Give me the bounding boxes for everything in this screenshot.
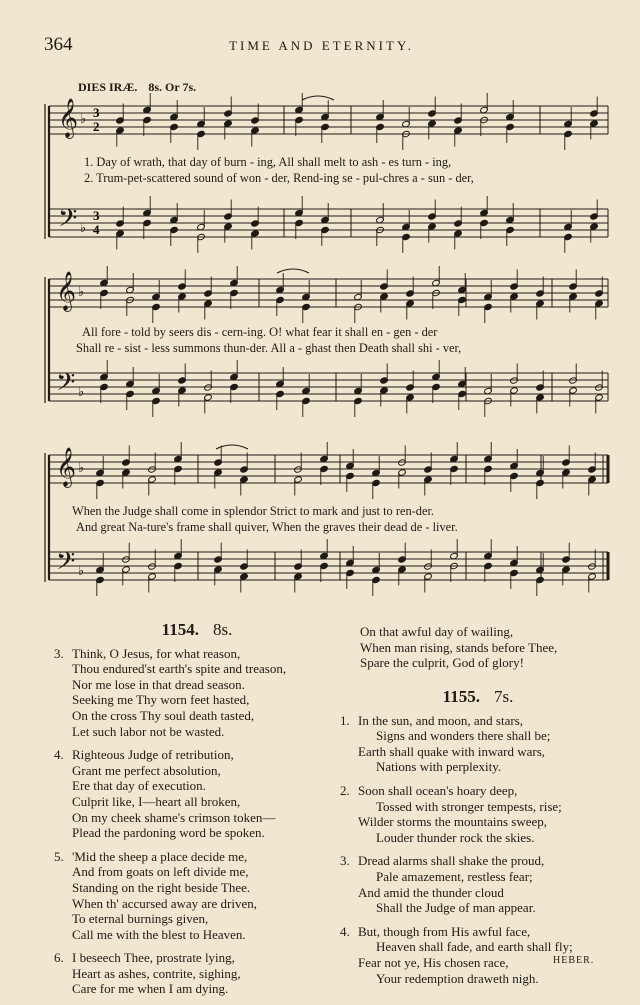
system-2-verse-2: Shall re - sist - less summons thun-der. All a - ghast then Death shall shi - ver, [76,341,462,355]
stanza-6 [54,950,342,997]
stanza-3 [54,645,342,740]
hymn-1155-title [348,689,608,705]
hymn-1154-title [52,622,342,638]
verse-line: Plead the pardoning word be spoken. [72,825,265,841]
verse-line: Ere that day of execution. [72,778,206,794]
treble-clef-icon: 𝄞 [56,271,77,311]
stanza-number: 2. [340,782,350,798]
flat-icon: ♭ [78,564,85,579]
stanza-number: 6. [54,950,64,966]
verse-line: Spare the culprit, God of glory! [360,655,524,671]
time-sig-bass-top: 3 [93,208,100,223]
stanza-5 [54,848,342,943]
verse-line: Soon shall ocean's hoary deep, [358,782,518,798]
verse-line: Louder thunder rock the skies. [376,829,535,845]
flat-icon: ♭ [80,112,87,127]
hymn-1154 [54,620,342,1005]
flat-icon: ♭ [80,221,87,236]
treble-clef-icon: 𝄞 [56,447,77,487]
bass-clef-icon: 𝄢 [56,547,76,582]
verse-line: Fear not ye, His chosen race, [358,954,509,970]
verse-line: Let such labor not be wasted. [72,723,225,739]
verse-line: Think, O Jesus, for what reason, [72,645,241,661]
stanza-3 [340,853,608,916]
verse-line: I beseech Thee, prostrate lying, [72,950,235,966]
bass-clef-icon: 𝄢 [56,368,76,403]
verse-line: On that awful day of wailing, [360,624,514,639]
stanza-number: 3. [54,645,64,661]
stanza-4 [54,747,342,841]
slur [277,269,309,273]
verse-line: Grant me perfect absolution, [72,762,221,778]
verse-line: When man rising, stands before Thee, [360,639,558,655]
bass-clef-icon: 𝄢 [58,204,78,239]
verse-line: Nations with perplexity. [376,759,502,775]
verse-line: In the sun, and moon, and stars, [358,712,524,728]
slur [302,96,334,100]
stanza-number: 5. [54,848,64,864]
time-sig-bass-bottom: 4 [93,222,100,237]
system-2-verse-1: All fore - told by seers dis - cern-ing. O! what fear it shall en - gen - der [82,325,438,339]
verse-line: Thou endured'st earth's spite and treason, [72,661,287,677]
flat-icon: ♭ [78,285,85,300]
time-sig-treble-bottom: 2 [93,119,100,134]
system-1-verse-2: 2. Trum-pet-scattered sound of won - der, Rend-ing se - pul-chres a - sun - der, [84,171,474,185]
verse-line: Tossed with stronger tempests, rise; [376,798,562,814]
verse-line: On the cross Thy soul death tasted, [72,707,255,723]
verse-line: And from goats on left divide me, [72,864,249,880]
stanza-1 [340,712,608,775]
hymn-1154-number: 1154. [161,620,199,639]
running-head: TIME AND ETERNITY. [229,38,414,53]
verse-line: 'Mid the sheep a place decide me, [72,848,248,864]
treble-clef-icon: 𝄞 [58,98,79,138]
hymn-author: HEBER. [553,955,595,966]
hymn-1154-meter: 8s. [212,620,233,639]
tune-meter: 8s. Or 7s. [148,80,197,94]
system-3-verse-1: When the Judge shall come in splendor Strict to mark and just to ren-der. [72,504,434,518]
verse-line: Nor me lose in that dread season. [72,676,245,692]
stanza-number: 3. [340,853,350,869]
stanza-number: 4. [340,923,350,939]
verse-line: Heart as ashes, contrite, sighing, [72,965,241,981]
time-sig-treble-top: 3 [93,105,100,120]
stanza-2 [340,782,608,845]
tune-name: DIES IRÆ. [78,80,138,94]
verse-line: Righteous Judge of retribution, [72,747,234,763]
verse-line: Wilder storms the mountains sweep, [358,814,548,830]
verse-line: To eternal burnings given, [72,911,209,927]
verse-line: Culprit like, I—heart all broken, [72,793,241,809]
hymn-1155-meter: 7s. [493,687,514,706]
page-number: 364 [44,34,73,55]
verse-line: Seeking me Thy worn feet hasted, [72,692,250,708]
verse-line: Shall the Judge of man appear. [376,900,536,916]
flat-icon: ♭ [78,461,85,476]
flat-icon: ♭ [78,385,85,400]
verse-line: And amid the thunder cloud [358,884,504,900]
hymn-1155 [340,687,608,994]
verse-line: Call me with the blest to Heaven. [72,926,246,942]
verse-line: But, though from His awful face, [358,923,531,939]
verse-line: Pale amazement, restless fear; [376,868,533,884]
hymn-1154-continuation [360,624,610,671]
verse-line: On my cheek shame's crimson token— [72,809,276,825]
verse-line: Heaven shall fade, and earth shall fly; [376,939,573,955]
verse-line: Care for me when I am dying. [72,981,229,997]
verse-line: Your redemption draweth nigh. [376,970,539,986]
verse-line: When th' accursed away are driven, [72,895,257,911]
verse-line: Signs and wonders there shall be; [376,728,551,744]
system-3-verse-2: And great Na-ture's frame shall quiver, When the graves their dead de - liver. [76,520,458,534]
hymn-1155-number: 1155. [442,687,480,706]
stanza-number: 1. [340,712,350,728]
stanza-number: 4. [54,747,64,763]
system-1-verse-1: 1. Day of wrath, that day of burn - ing, All shall melt to ash - es turn - ing, [84,155,452,169]
verse-line: Dread alarms shall shake the proud, [358,853,545,869]
verse-line: Earth shall quake with inward wars, [358,743,546,759]
verse-line: Standing on the right beside Thee. [72,879,251,895]
